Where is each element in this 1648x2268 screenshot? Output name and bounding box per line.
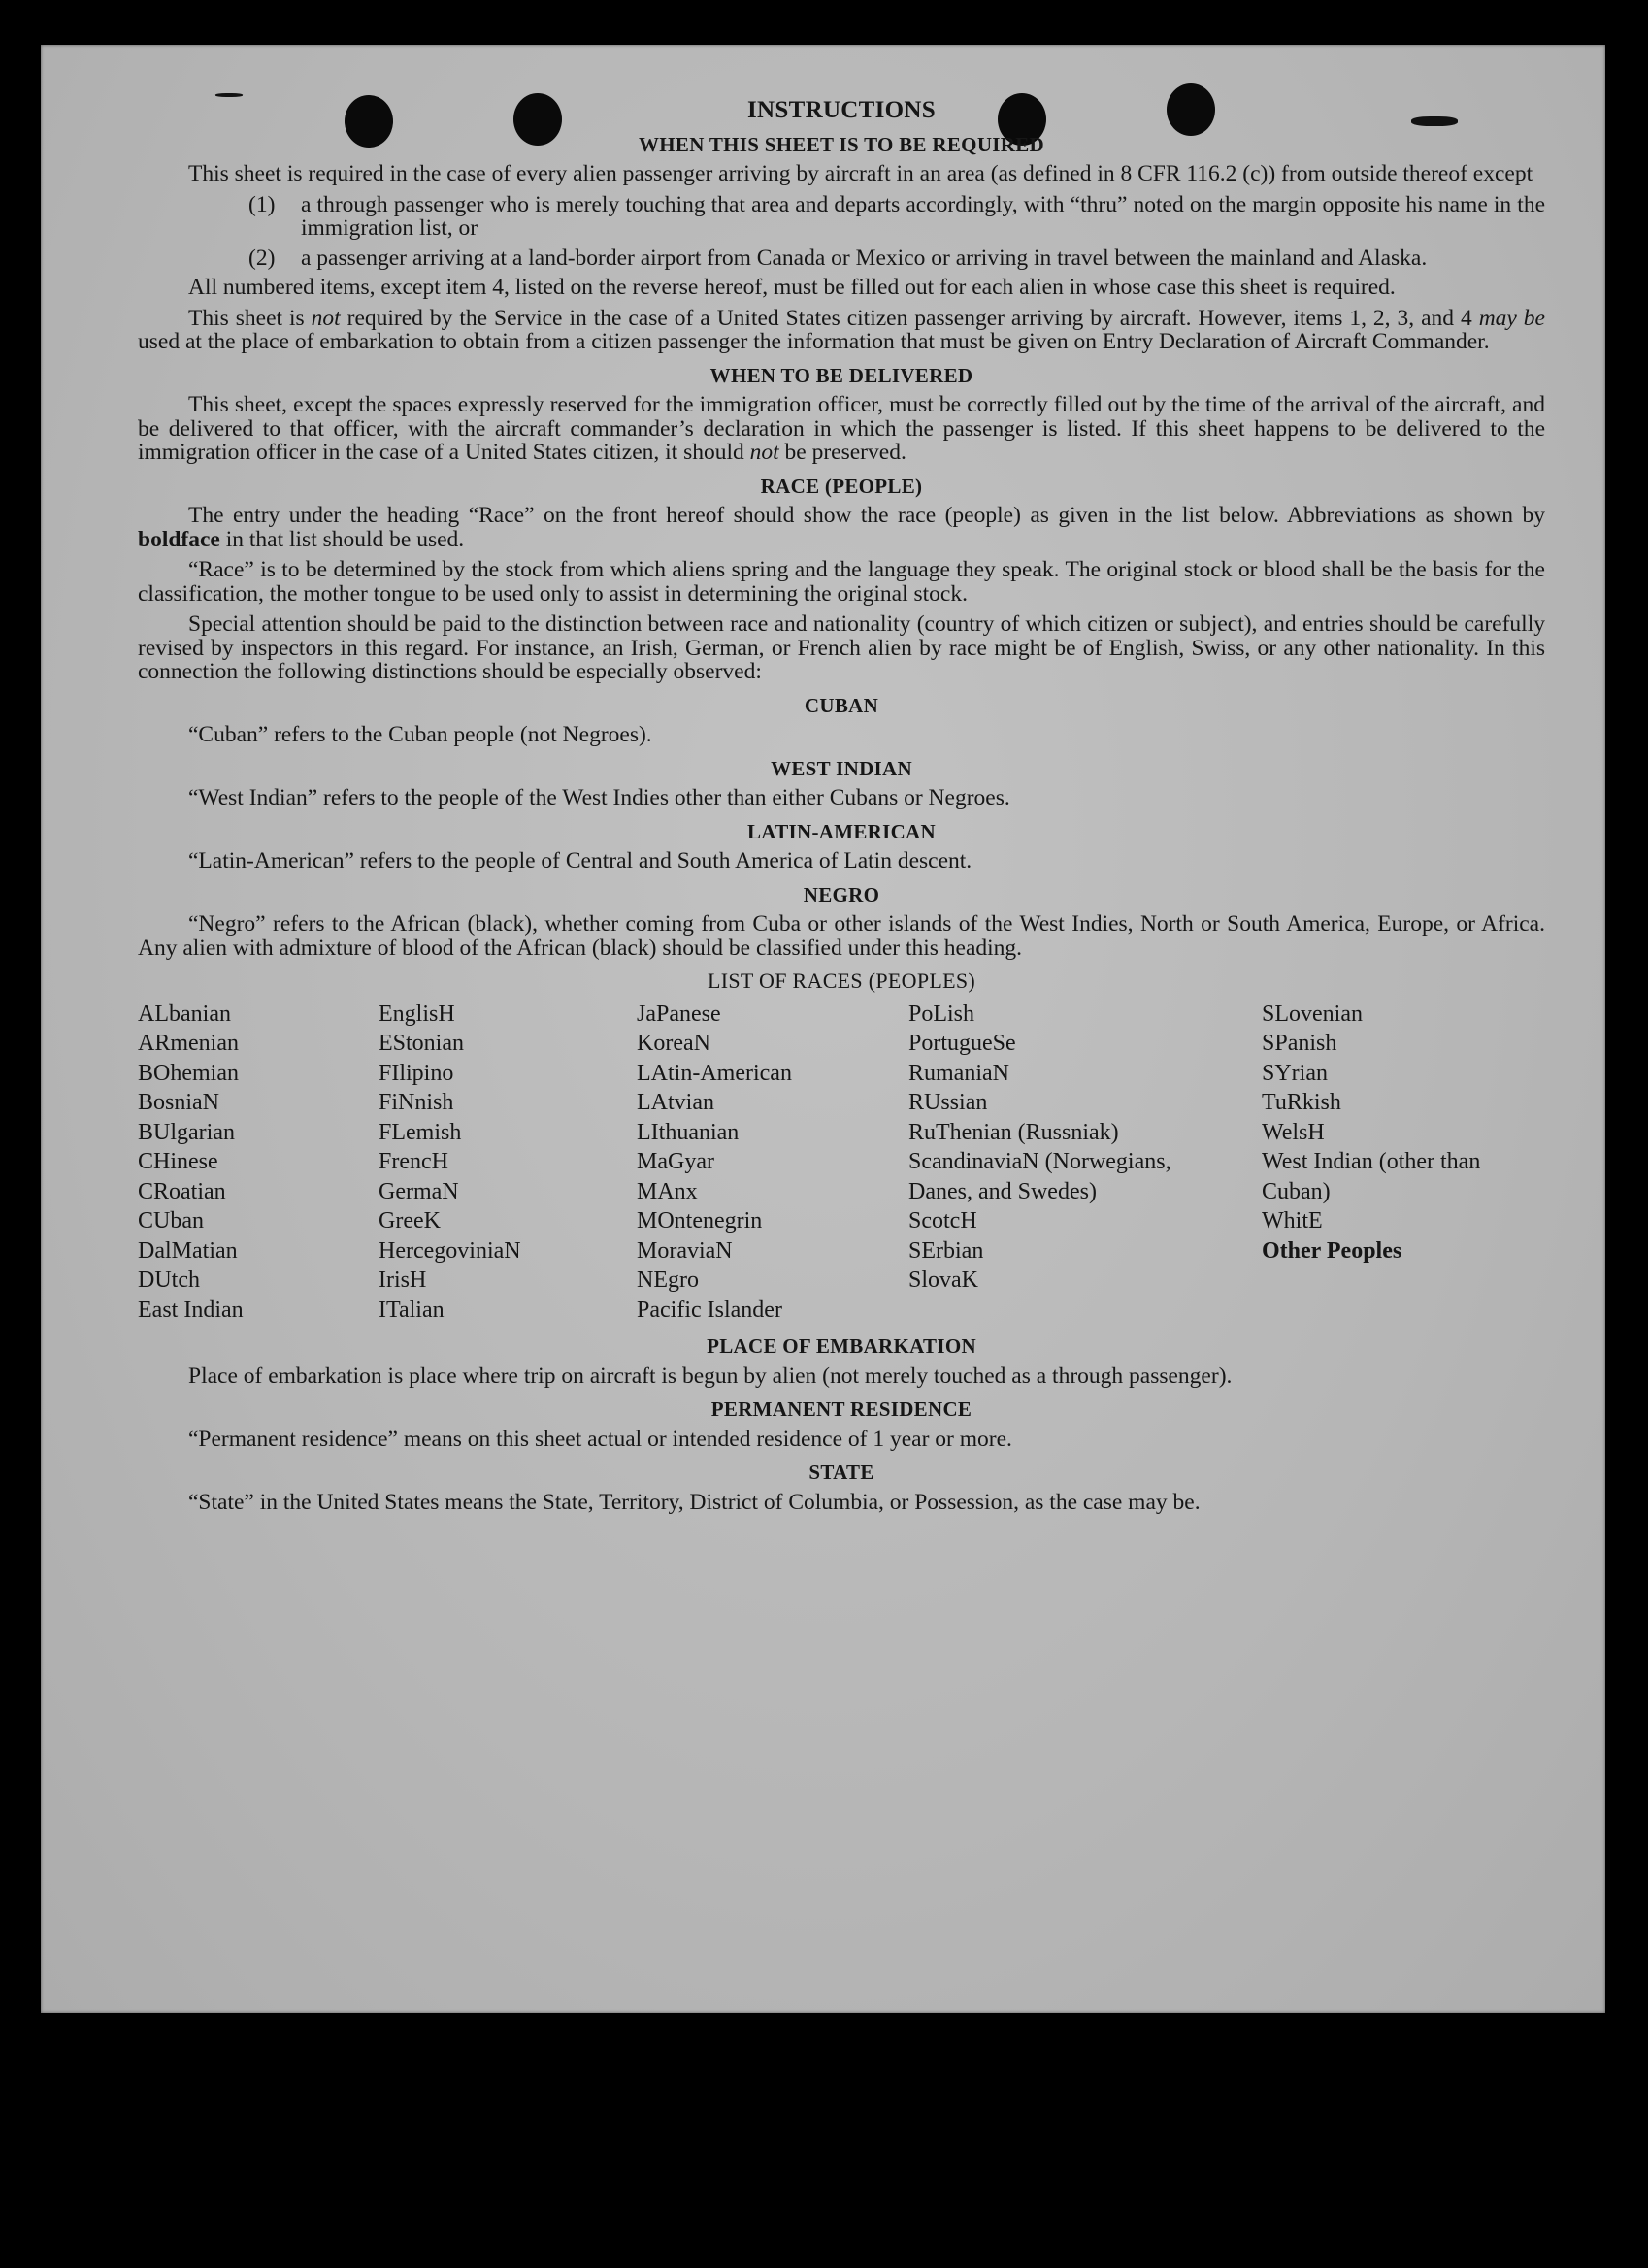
race-entry: MAnx <box>637 1178 698 1204</box>
race-entry: LAtvian <box>637 1090 714 1115</box>
race-entry: CRoatian <box>138 1178 226 1204</box>
race-entry: ScotcH <box>908 1208 977 1233</box>
emphasis-boldface: boldface <box>138 526 220 552</box>
race-entry: PoLish <box>908 1001 975 1027</box>
list-item <box>138 193 1545 241</box>
definition-west-indian: “West Indian” refers to the people of the West Indies other than either Cubans or Negroes. <box>188 785 1010 810</box>
heading-when-delivered: WHEN TO BE DELIVERED <box>709 363 973 387</box>
race-entry: ALbanian <box>138 1001 231 1027</box>
race-entry: IrisH <box>379 1267 427 1293</box>
text-run: be preserved. <box>778 440 906 465</box>
race-entry: RumaniaN <box>908 1060 1009 1086</box>
race-entry: DUtch <box>138 1267 200 1293</box>
paragraph <box>138 393 1545 465</box>
race-entry: EnglisH <box>379 1001 455 1027</box>
race-entry: SErbian <box>908 1237 984 1264</box>
heading-residence: PERMANENT RESIDENCE <box>710 1397 972 1421</box>
race-entry: BUlgarian <box>138 1119 235 1145</box>
item-number: (1) <box>248 191 276 217</box>
paragraph: Special attention should be paid to the distinction between race and nationality (country of which citizen or subject), and entries should be carefully revised by inspectors in this regard. For instance, an Irish, German, or French alien by race might be of English, Swiss, or any other nationality. In this connection the following distinctions should be especially observed: <box>138 611 1545 684</box>
paragraph: This sheet is required in the case of every alien passenger arriving by aircraft in an area (as defined in 8 CFR 116.2 (c)) from outside thereof except <box>188 161 1533 186</box>
race-entry: SYrian <box>1262 1060 1328 1086</box>
text-run: The entry under the heading “Race” on the front hereof should show the race (people) as given in the list below. Abbreviations as shown by <box>188 503 1545 528</box>
race-entry: West Indian (other than Cuban) <box>1262 1149 1481 1204</box>
race-entry: BosniaN <box>138 1090 219 1115</box>
paragraph: Place of embarkation is place where trip on aircraft is begun by alien (not merely touched as a through passenger). <box>188 1363 1233 1389</box>
item-text: a through passenger who is merely touching that area and departs accordingly, with “thru” noted on the margin opposite his name in the immigration list, or <box>301 191 1545 241</box>
race-entry: Other Peoples <box>1262 1237 1402 1264</box>
heading-latin-american: LATIN-AMERICAN <box>747 819 936 843</box>
race-entry: RUssian <box>908 1090 988 1115</box>
definition-state: “State” in the United States means the State, Territory, District of Columbia, or Possession, as the case may be. <box>188 1489 1201 1515</box>
race-entry: KoreaN <box>637 1031 710 1056</box>
paragraph <box>138 504 1545 551</box>
race-entry: FiNnish <box>379 1090 454 1115</box>
race-entry: JaPanese <box>637 1001 721 1027</box>
race-column-3 <box>637 1000 908 1326</box>
race-entry: TuRkish <box>1262 1090 1341 1115</box>
race-entry: SLovenian <box>1262 1001 1363 1027</box>
race-list <box>138 1000 1545 1326</box>
race-entry: ARmenian <box>138 1031 239 1056</box>
heading-west-indian: WEST INDIAN <box>771 756 912 780</box>
instructions-text <box>138 99 1545 1521</box>
paragraph: “Race” is to be determined by the stock from which aliens spring and the language they speak. The original stock or blood shall be the basis for the classification, the mother tongue to be used only to assist in determining the original stock. <box>138 557 1545 607</box>
race-entry: Pacific Islander <box>637 1297 782 1323</box>
race-entry: HercegoviniaN <box>379 1237 521 1264</box>
race-entry: LAtin-American <box>637 1060 792 1086</box>
paragraph: All numbered items, except item 4, listed on the reverse hereof, must be filled out for each alien in whose case this sheet is required. <box>188 275 1396 300</box>
list-item <box>138 247 1545 271</box>
race-entry: GreeK <box>379 1208 441 1233</box>
race-entry: SPanish <box>1262 1031 1337 1056</box>
race-entry: MOntenegrin <box>637 1208 763 1233</box>
heading-list-of-races: LIST OF RACES (PEOPLES) <box>707 969 976 993</box>
ink-speck <box>215 93 243 97</box>
text-run: required by the Service in the case of a United States citizen passenger arriving by aircraft. However, items 1, 2, 3, and 4 <box>340 305 1479 331</box>
race-column-1 <box>138 1000 379 1326</box>
definition-cuban: “Cuban” refers to the Cuban people (not Negroes). <box>188 722 652 747</box>
race-entry: BOhemian <box>138 1060 239 1086</box>
definition-residence: “Permanent residence” means on this sheet actual or intended residence of 1 year or more. <box>188 1426 1012 1452</box>
heading-embarkation: PLACE OF EMBARKATION <box>707 1334 976 1358</box>
race-entry: ITalian <box>379 1297 445 1323</box>
text-run: used at the place of embarkation to obtain from a citizen passenger the information that must be given on Entry Declaration of Aircraft Commander. <box>138 329 1490 354</box>
heading-race: RACE (PEOPLE) <box>760 474 923 498</box>
race-entry: WelsH <box>1262 1119 1325 1145</box>
race-entry: DalMatian <box>138 1237 238 1264</box>
heading-cuban: CUBAN <box>804 693 879 717</box>
race-entry: MoraviaN <box>637 1237 733 1264</box>
text-run: in that list should be used. <box>219 526 465 552</box>
race-entry: RuThenian (Russniak) <box>908 1119 1119 1145</box>
race-entry: WhitE <box>1262 1208 1323 1233</box>
emphasis-not: not <box>749 440 779 465</box>
document-sheet <box>41 45 1605 2013</box>
race-entry: FIlipino <box>379 1060 454 1086</box>
race-entry: FrencH <box>379 1149 448 1174</box>
race-entry: East Indian <box>138 1297 244 1323</box>
text-run: This sheet, except the spaces expressly reserved for the immigration officer, must be correctly filled out by the time of the arrival of the aircraft, and be delivered to that officer, with the aircraft commander’s declaration in which the passenger is listed. If this sheet happens to be delivered to the immigration officer in the case of a United States citizen, it should <box>138 392 1545 465</box>
emphasis-not: not <box>311 305 341 331</box>
heading-negro: NEGRO <box>803 882 880 906</box>
definition-negro: “Negro” refers to the African (black), whether coming from Cuba or other islands of the West Indies, North or South America, Europe, or Africa. Any alien with admixture of blood of the African (black) should be classified under this heading. <box>138 911 1545 961</box>
race-entry: LIthuanian <box>637 1119 740 1145</box>
emphasis-may-be: may be <box>1478 305 1545 331</box>
heading-state: STATE <box>808 1461 874 1484</box>
paragraph <box>138 307 1545 354</box>
race-column-2 <box>379 1000 637 1326</box>
race-entry: CUban <box>138 1208 204 1233</box>
race-column-4 <box>908 1000 1190 1326</box>
item-number: (2) <box>248 245 276 271</box>
race-entry: GermaN <box>379 1178 459 1204</box>
race-entry: ScandinaviaN (Norwegians, Danes, and Swedes) <box>908 1149 1171 1204</box>
race-entry: CHinese <box>138 1149 218 1174</box>
race-entry: FLemish <box>379 1119 462 1145</box>
item-text: a passenger arriving at a land-border airport from Canada or Mexico or arriving in travel between the mainland and Alaska. <box>301 245 1428 271</box>
race-entry: MaGyar <box>637 1149 714 1174</box>
race-entry: NEgro <box>637 1267 699 1293</box>
page-title: INSTRUCTIONS <box>747 97 936 123</box>
race-entry: SlovaK <box>908 1267 978 1293</box>
race-entry: EStonian <box>379 1031 464 1056</box>
heading-when-required: WHEN THIS SHEET IS TO BE REQUIRED <box>638 132 1044 156</box>
text-run: This sheet is <box>188 305 312 331</box>
definition-latin-american: “Latin-American” refers to the people of Central and South America of Latin descent. <box>188 848 972 873</box>
race-column-5 <box>1262 1000 1510 1326</box>
race-entry: PortugueSe <box>908 1031 1016 1056</box>
